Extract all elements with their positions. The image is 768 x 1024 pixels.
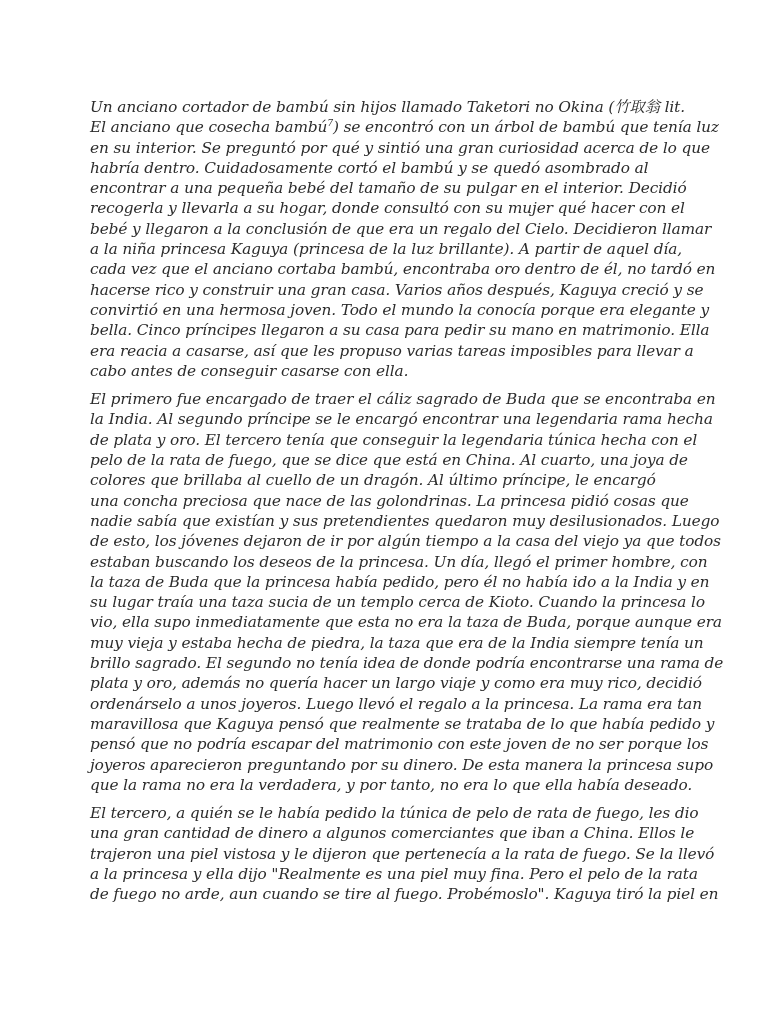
- text-segment: El anciano que cosecha bambú: [90, 118, 328, 137]
- text-line: convirtió en una hermosa joven. Todo el mundo la conocía porque era elegante y: [90, 300, 710, 319]
- text-line: encontrar a una pequeña bebé del tamaño de su pulgar en el interior. Decidió: [90, 179, 687, 198]
- text-line: maravillosa que Kaguya pensó que realmente se trataba de lo que había pedido y: [90, 714, 715, 733]
- text-line: una gran cantidad de dinero a algunos comerciantes que iban a China. Ellos le: [90, 824, 695, 843]
- text-line: joyeros aparecieron preguntando por su dinero. De esta manera la princesa supo: [90, 755, 714, 774]
- paragraph-3: [90, 803, 719, 904]
- text-line: en su interior. Se preguntó por qué y sintió una gran curiosidad acerca de lo que: [90, 138, 710, 157]
- text-line: hacerse rico y construir una gran casa. Varios años después, Kaguya creció y se: [90, 280, 704, 299]
- text-segment: ) se encontró con un árbol de bambú que tenía luz: [332, 118, 719, 137]
- footnote-marker: 7: [327, 119, 333, 130]
- text-line: era reacia a casarse, así que les propuso varias tareas imposibles para llevar a: [90, 341, 694, 360]
- text-line: habría dentro. Cuidadosamente cortó el bambú y se quedó asombrado al: [90, 158, 649, 177]
- text-line: El tercero, a quién se le había pedido la túnica de pelo de rata de fuego, les dio: [90, 804, 699, 823]
- text-line: de esto, los jóvenes dejaron de ir por algún tiempo a la casa del viejo ya que todos: [90, 532, 721, 551]
- text-line: [90, 117, 719, 137]
- text-line: brillo sagrado. El segundo no tenía idea de donde podría encontrarse una rama de: [90, 654, 724, 673]
- text-line: Un anciano cortador de bambú sin hijos llamado Taketori no Okina (竹取翁 lit.: [90, 98, 685, 116]
- text-line: bella. Cinco príncipes llegaron a su casa para pedir su mano en matrimonio. Ella: [90, 321, 710, 340]
- text-line: pensó que no podría escapar del matrimonio con este joven de no ser porque los: [90, 735, 709, 754]
- document-body: [90, 97, 724, 913]
- text-line: vio, ella supo inmediatamente que esta no era la taza de Buda, porque aunque era: [90, 613, 722, 632]
- text-line: trajeron una piel vistosa y le dijeron que pertenecía a la rata de fuego. Se la llevó: [90, 844, 715, 863]
- text-line: estaban buscando los deseos de la princesa. Un día, llegó el primer hombre, con: [90, 552, 708, 571]
- text-line: bebé y llegaron a la conclusión de que era un regalo del Cielo. Decidieron llamar: [90, 219, 712, 238]
- paragraph-2: [90, 389, 724, 795]
- text-line: ordenárselo a unos joyeros. Luego llevó el regalo a la princesa. La rama era tan: [90, 694, 702, 713]
- text-line: nadie sabía que existían y sus pretendientes quedaron muy desilusionados. Luego: [90, 511, 720, 530]
- text-line: cabo antes de conseguir casarse con ella.: [90, 361, 409, 380]
- text-line: la taza de Buda que la princesa había pedido, pero él no había ido a la India y en: [90, 572, 710, 591]
- text-line: su lugar traía una taza sucia de un templo cerca de Kioto. Cuando la princesa lo: [90, 593, 705, 612]
- text-line: la India. Al segundo príncipe se le encargó encontrar una legendaria rama hecha: [90, 410, 713, 429]
- paragraph-1: [90, 97, 719, 381]
- text-line: muy vieja y estaba hecha de piedra, la taza que era de la India siempre tenía un: [90, 633, 704, 652]
- text-line: a la niña princesa Kaguya (princesa de la luz brillante). A partir de aquel día,: [90, 240, 683, 259]
- text-line: pelo de la rata de fuego, que se dice que está en China. Al cuarto, una joya de: [90, 451, 688, 470]
- text-line: cada vez que el anciano cortaba bambú, encontraba oro dentro de él, no tardó en: [90, 260, 716, 279]
- text-line: que la rama no era la verdadera, y por tanto, no era lo que ella había deseado.: [90, 775, 693, 794]
- text-line: recogerla y llevarla a su hogar, donde consultó con su mujer qué hacer con el: [90, 199, 685, 218]
- text-line: de fuego no arde, aun cuando se tire al fuego. Probémoslo". Kaguya tiró la piel en: [90, 885, 719, 904]
- text-line: de plata y oro. El tercero tenía que conseguir la legendaria túnica hecha con el: [90, 430, 698, 449]
- text-line: plata y oro, además no quería hacer un largo viaje y como era muy rico, decidió: [90, 674, 702, 693]
- text-line: a la princesa y ella dijo "Realmente es una piel muy fina. Pero el pelo de la rata: [90, 864, 698, 883]
- text-line: una concha preciosa que nace de las golondrinas. La princesa pidió cosas que: [90, 491, 689, 510]
- text-line: El primero fue encargado de traer el cáliz sagrado de Buda que se encontraba en: [90, 390, 716, 409]
- text-line: colores que brillaba al cuello de un dragón. Al último príncipe, le encargó: [90, 471, 656, 490]
